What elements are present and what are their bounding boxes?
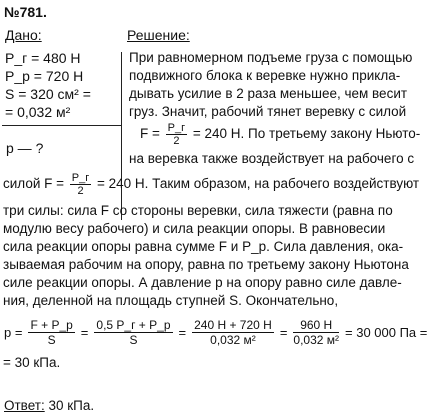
solution-line-9: модулю весу рабочего) и сила реакции опоры. В равновесии (3, 221, 386, 236)
answer-line (4, 398, 94, 413)
solution-line-2: подвижного блока к веревке нужно прикла- (129, 68, 401, 83)
solution-line-4: груз. Значит, рабочий тянет веревку с силой (129, 104, 407, 119)
formula-fraction-4 (293, 318, 339, 347)
solution-line-6: на веревка также воздействует на рабочего с (129, 151, 415, 166)
solution-line-10: сила реакции опоры равна сумме F и P_р. Сила давления, ока- (3, 239, 404, 254)
pressure-formula (4, 318, 427, 347)
solution-line-3: дывать усилие в 2 раза меньшее, чем весит (129, 86, 408, 101)
formula-fraction-2-top: 0,5 P_г + P_р (96, 318, 171, 332)
given-divider (2, 125, 121, 126)
fraction-bottom: 2 (173, 135, 180, 147)
solution-title: Решение: (127, 27, 190, 43)
formula-fraction-4-bottom: 0,032 м² (293, 333, 340, 347)
find-line: p — ? (6, 140, 44, 156)
given-line-2: P_р = 720 Н (5, 68, 84, 84)
formula-fraction-1-bottom: S (47, 333, 56, 347)
answer-value: 30 кПа. (48, 398, 95, 413)
fraction-top-2: P_г (71, 172, 90, 184)
f-prefix: F = (140, 126, 160, 142)
given-line-4: = 0,032 м² (5, 104, 71, 120)
formula-fraction-2 (94, 318, 172, 347)
formula-fraction-3 (192, 318, 274, 347)
solution-line-12: силе реакции опоры. А давление p на опору равно силе давле- (3, 275, 402, 290)
weight-half-fraction-2 (70, 172, 91, 197)
weight-half-fraction (166, 122, 187, 147)
problem-number: №781. (4, 4, 47, 20)
formula-equals-3: = (279, 325, 288, 340)
formula-fraction-2-bottom: S (129, 333, 138, 347)
formula-fraction-3-bottom: 0,032 м² (210, 333, 256, 347)
formula-equals-2: = (178, 325, 187, 340)
formula-f-line (140, 122, 420, 147)
given-title: Дано: (5, 27, 42, 43)
formula-result: = 30 000 Па = (345, 325, 427, 340)
formula-fraction-4-top: 960 Н (293, 318, 339, 333)
given-line-1: P_г = 480 Н (5, 50, 81, 66)
formula-fraction-3-top: 240 Н + 720 Н (194, 318, 272, 332)
answer-label: Ответ: (4, 398, 45, 413)
solution-line-8: три силы: сила F со стороны веревки, сила тяжести (равна по (3, 203, 393, 218)
given-line-3: S = 320 см² = (5, 86, 91, 102)
fraction-bottom-2: 2 (77, 185, 84, 197)
formula-f-line-2 (3, 172, 419, 197)
formula-p: p = (4, 325, 23, 340)
solution-line-13: ния, деленной на площадь ступней S. Окончательно, (3, 293, 339, 308)
solution-line-1: При равномерном подъеме груза с помощью (129, 50, 413, 65)
formula-fraction-1 (28, 318, 74, 347)
solution-line-7: = 240 Н. Таким образом, на рабочего воздействуют (97, 176, 420, 192)
fraction-top: P_г (167, 122, 186, 134)
solution-line-5: = 240 Н. По третьему закону Ньюто- (192, 126, 421, 142)
solution-line-11: зываемая рабочим на опору, равна по третьему закону Ньютона (3, 257, 409, 272)
f-prefix-2: силой F = (3, 176, 65, 192)
formula-result-2: = 30 кПа. (3, 355, 61, 370)
formula-fraction-1-top: F + P_р (30, 318, 73, 332)
formula-equals-1: = (80, 325, 89, 340)
